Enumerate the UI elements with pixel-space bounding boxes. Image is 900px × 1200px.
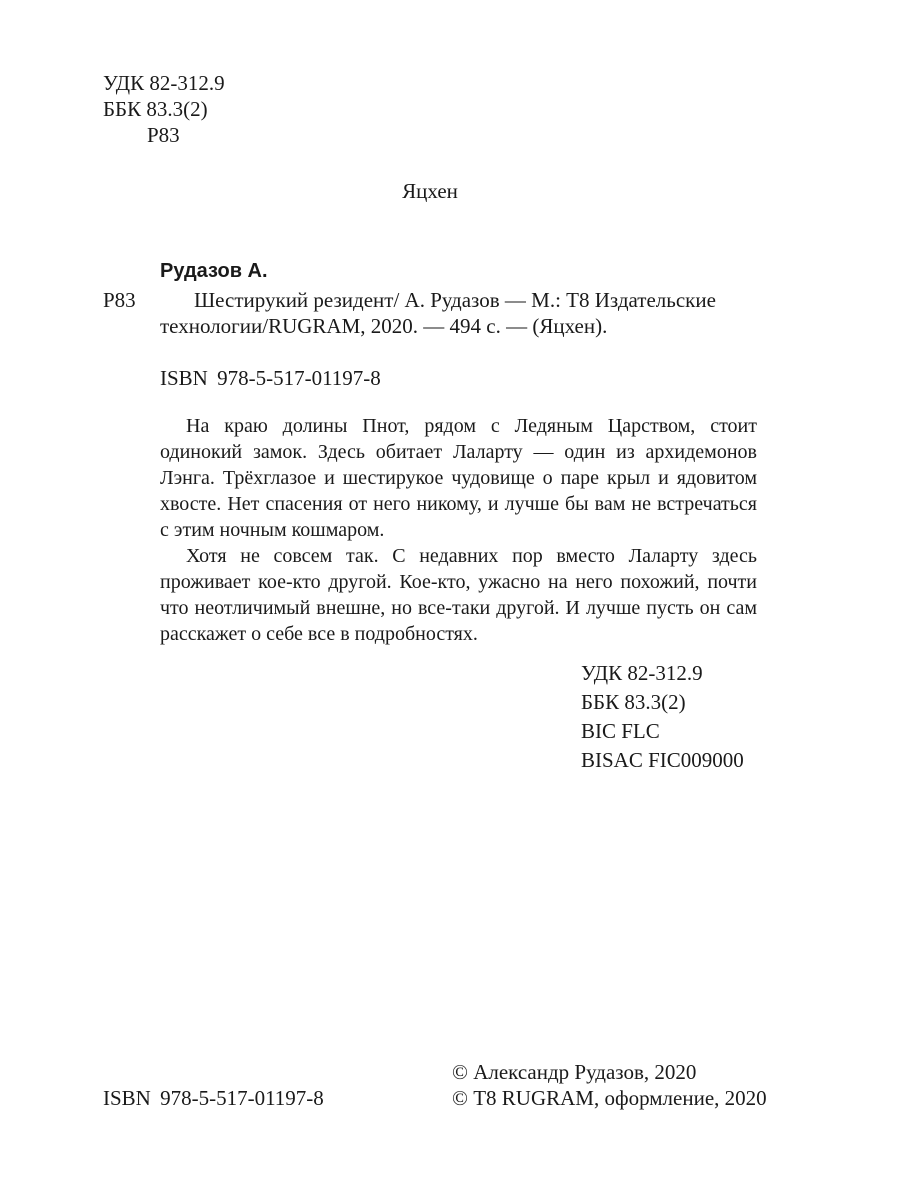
title-line-2: технологии/RUGRAM, 2020. — 494 с. — (Яцхен). <box>160 314 608 338</box>
udk-code-right: УДК 82-312.9 <box>581 661 703 685</box>
isbn-main: ISBN 978-5-517-01197-8 <box>160 366 381 390</box>
bbk-code-right: ББК 83.3(2) <box>581 690 686 714</box>
copyright-author: © Александр Рудазов, 2020 <box>452 1060 697 1084</box>
top-classification-codes <box>103 70 225 148</box>
copyright-block <box>452 1059 767 1111</box>
annotation-paragraph-1: На краю долины Пнот, рядом с Ледяным Царством, стоит одинокий замок. Здесь обитает Лаларту — один из архидемонов Лэнга. Трёхглазое и шестирукое чудовище о паре крыл и ядовитом хвосте. Нет спасения от него никому, и лучше бы вам не встречаться с этим ночным кошмаром. <box>160 415 757 541</box>
isbn-footer: ISBN 978-5-517-01197-8 <box>103 1086 324 1110</box>
udk-code: УДК 82-312.9 <box>103 71 225 95</box>
title-line-1: Шестирукий резидент/ А. Рудазов — М.: Т8 Издательские <box>194 288 716 312</box>
bbk-code: ББК 83.3(2) <box>103 97 208 121</box>
series-title: Яцхен <box>402 179 458 203</box>
author-name: Рудазов А. <box>160 260 268 282</box>
bibliographic-description <box>160 287 757 339</box>
annotation-paragraph-2: Хотя не совсем так. С недавних пор вместо Лаларту здесь проживает кое-кто другой. Кое-кто, ужасно на него похожий, почти что неотличимый внешне, но все-таки другой. И лучше пусть он сам расскажет о себе все в подробностях. <box>160 545 757 645</box>
copyright-publisher: © Т8 RUGRAM, оформление, 2020 <box>452 1086 767 1110</box>
bisac-code: BISAC FIC009000 <box>581 748 744 772</box>
bibliographic-mark: Р83 <box>103 288 136 312</box>
bic-code: BIC FLC <box>581 719 660 743</box>
author-mark: Р83 <box>147 123 180 147</box>
annotation <box>160 413 757 647</box>
classification-codes <box>581 660 744 776</box>
